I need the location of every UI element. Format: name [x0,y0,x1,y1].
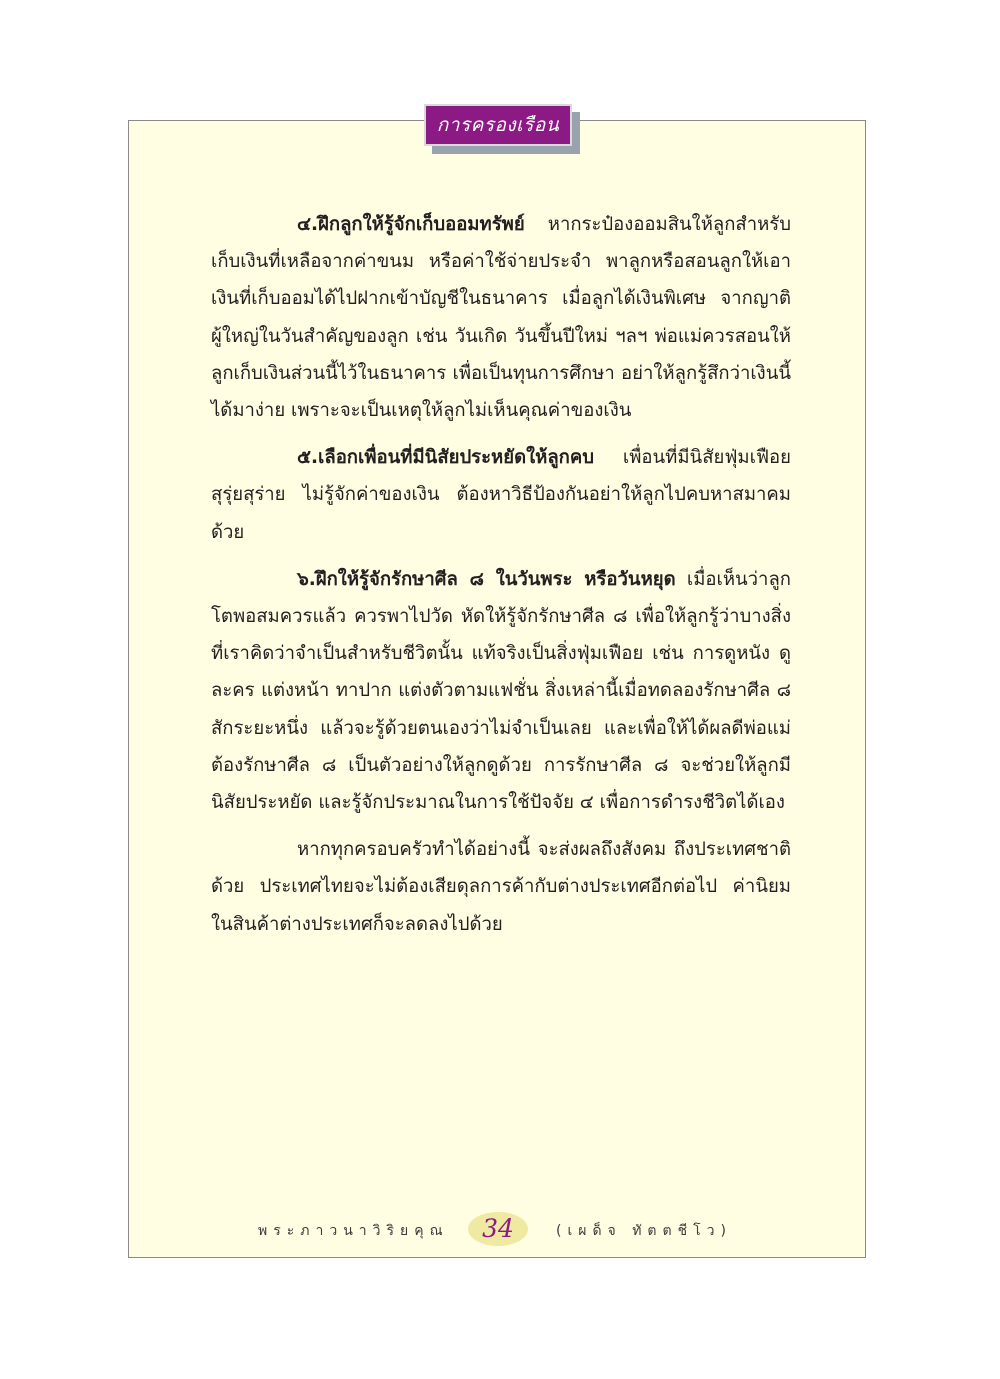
footer-author-name: (เผด็จ ทัตตชีโว) [556,1223,732,1239]
paragraph-5 [211,439,791,551]
section-title: การครองเรือน [424,104,572,146]
paragraph-heading: ๔.ฝึกลูกให้รู้จักเก็บออมทรัพย์ [297,214,525,235]
paragraph-body: เมื่อเห็นว่าลูกโตพอสมควรแล้ว ควรพาไปวัด หัดให้รู้จักรักษาศีล ๘ เพื่อให้ลูกรู้ว่าบางสิ่งที่เราคิดว่าจำเป็นสำหรับชีวิตนั้น แท้จริงเป็นสิ่งฟุ่มเฟือย เช่น การดูหนัง ดูละคร แต่งหน้า ทาปาก แต่งตัวตามแฟชั่น สิ่งเหล่านี้เมื่อทดลองรักษาศีล ๘ สักระยะหนึ่ง แล้วจะรู้ด้วยตนเองว่าไม่จำเป็นเลย และเพื่อให้ได้ผลดีพ่อแม่ต้องรักษาศีล ๘ เป็นตัวอย่างให้ลูกดูด้วย การรักษาศีล ๘ จะช่วยให้ลูกมีนิสัยประหยัด และรู้จักประมาณในการใช้ปัจจัย ๔ เพื่อการดำรงชีวิตได้เอง [211,568,791,814]
paragraph-body: เพื่อนที่มีนิสัยฟุ่มเฟือย สุรุ่ยสุร่าย ไม่รู้จักค่าของเงิน ต้องหาวิธีป้องกันอย่าให้ลูกไปคบหาสมาคมด้วย [211,447,791,543]
paragraph-4 [211,206,791,429]
paragraph-body: หากทุกครอบครัวทำได้อย่างนี้ จะส่งผลถึงสังคม ถึงประเทศชาติด้วย ประเทศไทยจะไม่ต้องเสียดุลการค้ากับต่างประเทศอีกต่อไป ค่านิยมในสินค้าต่างประเทศก็จะลดลงไปด้วย [211,839,791,935]
page-number: 34 [468,1212,528,1246]
paragraph-6 [211,561,791,821]
paragraph-body: หากระป๋องออมสินให้ลูกสำหรับเก็บเงินที่เหลือจากค่าขนม หรือค่าใช้จ่ายประจำ พาลูกหรือสอนลูกให้เอาเงินที่เก็บออมได้ไปฝากเข้าบัญชีในธนาคาร เมื่อลูกได้เงินพิเศษ จากญาติผู้ใหญ่ในวันสำคัญของลูก เช่น วันเกิด วันขึ้นปีใหม่ ฯลฯ พ่อแม่ควรสอนให้ลูกเก็บเงินส่วนนี้ไว้ในธนาคาร เพื่อเป็นทุนการศึกษา อย่าให้ลูกรู้สึกว่าเงินนี้ได้มาง่าย เพราะจะเป็นเหตุให้ลูกไม่เห็นคุณค่าของเงิน [211,214,791,422]
body-text [211,206,791,953]
paragraph-conclusion [211,831,791,943]
paragraph-heading: ๖.ฝึกให้รู้จักรักษาศีล ๘ ในวันพระ หรือวันหยุด [297,568,676,590]
paragraph-heading: ๕.เลือกเพื่อนที่มีนิสัยประหยัดให้ลูกคบ [297,447,594,469]
footer-author: พระภาวนาวิริยคุณ [258,1223,449,1239]
